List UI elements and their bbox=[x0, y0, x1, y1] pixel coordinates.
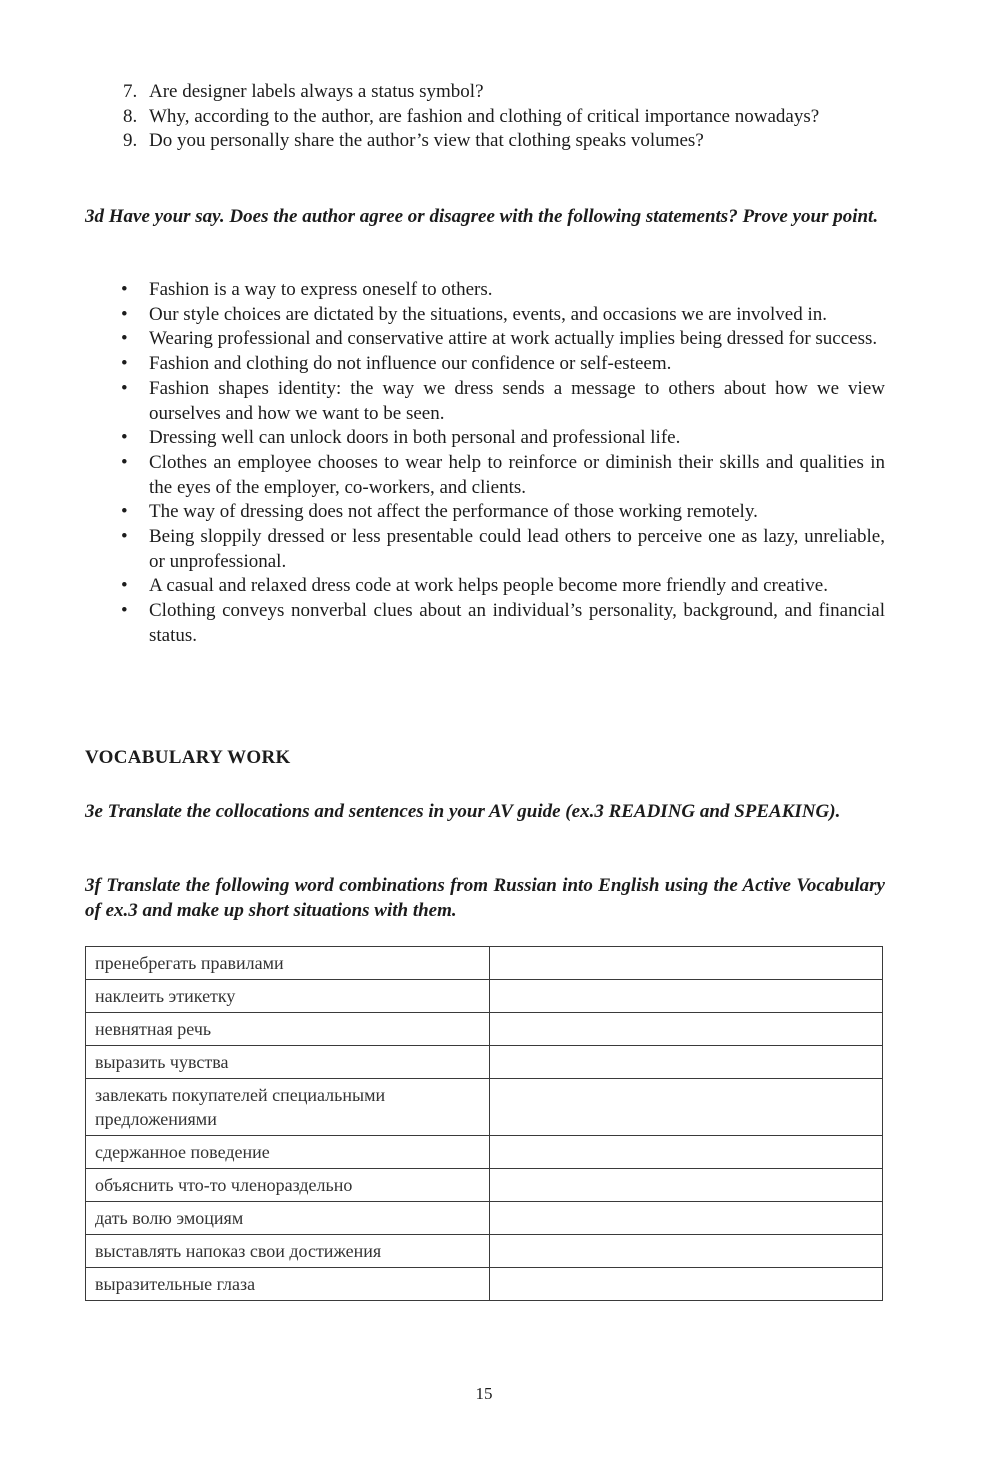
bullet-icon: • bbox=[121, 353, 128, 375]
task-3f-instruction: 3f Translate the following word combinations from Russian into English using the Active Vocabulary of ex.3 and make up short situations with them. bbox=[85, 875, 885, 921]
statement-item bbox=[85, 278, 885, 303]
question-number: 9. bbox=[123, 130, 138, 151]
question-list bbox=[85, 80, 885, 154]
question-number: 8. bbox=[123, 105, 138, 127]
statement-item bbox=[85, 327, 885, 352]
table-row bbox=[86, 1136, 883, 1169]
russian-phrase-cell: выразительные глаза bbox=[86, 1268, 490, 1301]
task-3d-instruction: 3d Have your say. Does the author agree or disagree with the following statements? Prove your point. bbox=[85, 206, 879, 227]
question-text: Why, according to the author, are fashion and clothing of critical importance nowadays? bbox=[149, 105, 820, 127]
statement-text: Being sloppily dressed or less presentable could lead others to perceive one as lazy, unreliable, or unprofessional. bbox=[149, 526, 885, 572]
table-row bbox=[86, 1202, 883, 1235]
russian-phrase-cell: невнятная речь bbox=[86, 1013, 490, 1046]
russian-phrase-cell: пренебрегать правилами bbox=[86, 947, 490, 980]
statement-item bbox=[85, 303, 885, 328]
statement-item bbox=[85, 525, 885, 574]
bullet-icon: • bbox=[121, 303, 128, 325]
statement-item bbox=[85, 426, 885, 451]
question-number: 7. bbox=[123, 81, 138, 102]
statement-text: Fashion is a way to express oneself to others. bbox=[149, 279, 493, 300]
translation-table bbox=[85, 946, 883, 1301]
translation-answer-cell[interactable] bbox=[489, 1136, 882, 1169]
russian-phrase-cell: завлекать покупателей специальными предложениями bbox=[86, 1079, 490, 1136]
table-row bbox=[86, 1268, 883, 1301]
question-item bbox=[85, 80, 885, 105]
statement-text: The way of dressing does not affect the performance of those working remotely. bbox=[149, 501, 758, 523]
russian-phrase-cell: выставлять напоказ свои достижения bbox=[86, 1235, 490, 1268]
statement-text: Clothing conveys nonverbal clues about an individual’s personality, background, and financial status. bbox=[149, 600, 885, 646]
table-row bbox=[86, 1235, 883, 1268]
bullet-icon: • bbox=[121, 526, 128, 548]
table-row bbox=[86, 1013, 883, 1046]
statement-text: Fashion and clothing do not influence our confidence or self-esteem. bbox=[149, 353, 672, 375]
bullet-icon: • bbox=[121, 600, 128, 622]
question-text: Do you personally share the author’s view that clothing speaks volumes? bbox=[149, 130, 704, 151]
statement-item bbox=[85, 500, 885, 525]
table-row bbox=[86, 1079, 883, 1136]
table-row bbox=[86, 980, 883, 1013]
translation-answer-cell[interactable] bbox=[489, 980, 882, 1013]
page-number: 15 bbox=[475, 1384, 493, 1403]
question-item bbox=[85, 105, 885, 130]
section-heading: VOCABULARY WORK bbox=[85, 747, 291, 768]
statement-list bbox=[85, 278, 885, 649]
question-text: Are designer labels always a status symbol? bbox=[149, 81, 484, 102]
translation-answer-cell[interactable] bbox=[489, 1202, 882, 1235]
bullet-icon: • bbox=[121, 575, 128, 597]
question-item bbox=[85, 129, 885, 154]
statement-text: A casual and relaxed dress code at work helps people become more friendly and creative. bbox=[149, 575, 828, 597]
russian-phrase-cell: объяснить что-то членораздельно bbox=[86, 1169, 490, 1202]
bullet-icon: • bbox=[121, 377, 128, 399]
bullet-icon: • bbox=[121, 427, 128, 449]
bullet-icon: • bbox=[121, 279, 128, 300]
statement-item bbox=[85, 352, 885, 377]
statement-item bbox=[85, 377, 885, 426]
russian-phrase-cell: наклеить этикетку bbox=[86, 980, 490, 1013]
translation-answer-cell[interactable] bbox=[489, 947, 882, 980]
statement-item bbox=[85, 599, 885, 648]
translation-answer-cell[interactable] bbox=[489, 1235, 882, 1268]
bullet-icon: • bbox=[121, 328, 128, 350]
translation-answer-cell[interactable] bbox=[489, 1268, 882, 1301]
translation-answer-cell[interactable] bbox=[489, 1013, 882, 1046]
russian-phrase-cell: сдержанное поведение bbox=[86, 1136, 490, 1169]
statement-text: Wearing professional and conservative attire at work actually implies being dressed for success. bbox=[149, 328, 878, 350]
bullet-icon: • bbox=[121, 451, 128, 473]
translation-answer-cell[interactable] bbox=[489, 1079, 882, 1136]
statement-text: Our style choices are dictated by the situations, events, and occasions we are involved in. bbox=[149, 303, 827, 325]
table-row bbox=[86, 1169, 883, 1202]
table-row bbox=[86, 1046, 883, 1079]
statement-item bbox=[85, 574, 885, 599]
russian-phrase-cell: дать волю эмоциям bbox=[86, 1202, 490, 1235]
bullet-icon: • bbox=[121, 501, 128, 523]
translation-answer-cell[interactable] bbox=[489, 1169, 882, 1202]
translation-answer-cell[interactable] bbox=[489, 1046, 882, 1079]
statement-text: Dressing well can unlock doors in both personal and professional life. bbox=[149, 427, 681, 449]
table-row bbox=[86, 947, 883, 980]
statement-text: Fashion shapes identity: the way we dress sends a message to others about how we view ourselves and how we want to be seen. bbox=[149, 377, 885, 424]
russian-phrase-cell: выразить чувства bbox=[86, 1046, 490, 1079]
statement-item bbox=[85, 451, 885, 500]
task-3e-instruction: 3e Translate the collocations and sentences in your AV guide (ex.3 READING and SPEAKING). bbox=[85, 801, 841, 822]
statement-text: Clothes an employee chooses to wear help to reinforce or diminish their skills and qualities in the eyes of the employer, co-workers, and clients. bbox=[149, 451, 885, 498]
